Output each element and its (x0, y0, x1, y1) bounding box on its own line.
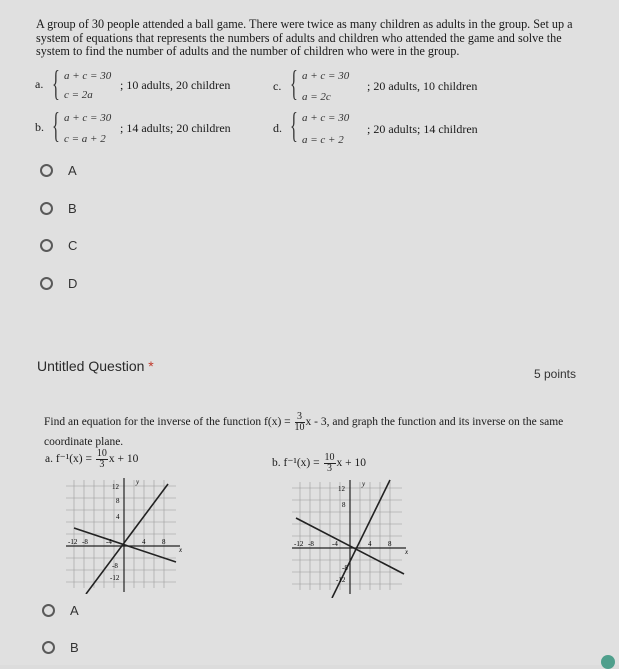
radio-option-b[interactable] (40, 201, 77, 216)
answer-choice-b (35, 105, 275, 148)
fraction-denominator: 10 (294, 422, 305, 433)
answer-choice-c (273, 63, 513, 106)
y-tick-label: 12 (112, 483, 119, 491)
brace-icon: { (290, 105, 298, 145)
fraction-denominator: 3 (327, 463, 332, 474)
y-tick-label: 4 (116, 513, 120, 521)
choice-suffix: x + 10 (336, 457, 366, 470)
question1-text: A group of 30 people attended a ball game. There were twice as many children as adults in the group. Set up a system of equations that represents the numbers of adults and children who attended the game and solve the system to find the number of adults and the number of children who were in the group. (36, 17, 573, 59)
y-tick-label: 8 (116, 497, 120, 505)
answer-letter: d. (273, 121, 282, 135)
y-tick-label: -12 (336, 576, 346, 584)
inverse-line (74, 528, 176, 562)
function-line (86, 484, 168, 594)
brace-icon: { (52, 63, 60, 103)
question2-title (37, 358, 154, 374)
radio-option-d[interactable] (40, 276, 77, 291)
equation-2: a = 2c (302, 91, 331, 103)
equation-2: c = a + 2 (64, 133, 106, 145)
x-tick-label: 4 (368, 540, 372, 548)
fraction (96, 449, 108, 470)
equation-2: c = 2a (64, 89, 93, 101)
x-tick-label: -8 (308, 540, 314, 548)
question-title-text: Untitled Question (37, 358, 145, 374)
equation-2: a = c + 2 (302, 134, 344, 146)
answer-description: ; 20 adults; 14 children (367, 122, 478, 136)
option-label: C (68, 238, 78, 253)
inverse-choice-b (272, 453, 366, 474)
y-axis-label: y (362, 480, 366, 488)
radio-circle[interactable] (40, 164, 53, 177)
x-tick-label: 8 (388, 540, 392, 548)
radio-option-a[interactable] (42, 603, 79, 618)
graph-a (66, 476, 194, 594)
radio-option-b[interactable] (42, 640, 79, 655)
fraction-numerator: 3 (295, 412, 305, 423)
fraction-numerator: 10 (96, 448, 107, 459)
y-tick-label: 8 (342, 501, 346, 509)
x-tick-label: -4 (106, 538, 112, 546)
answer-description: ; 10 adults, 20 children (120, 78, 231, 92)
choice-suffix: x + 10 (108, 453, 139, 466)
option-label: D (68, 276, 78, 291)
x-tick-label: -4 (332, 540, 338, 548)
equation-1: a + c = 30 (302, 70, 350, 82)
answer-description: ; 14 adults; 20 children (120, 121, 231, 135)
radio-circle[interactable] (40, 277, 53, 290)
prompt-part-2: x - 3, and graph the function and its inverse on the same coordinate plane. (44, 416, 564, 448)
answer-letter: c. (273, 79, 282, 93)
x-tick-label: -12 (68, 538, 78, 546)
radio-circle[interactable] (40, 202, 53, 215)
answer-letter: b. (35, 120, 44, 134)
answer-description: ; 20 adults, 10 children (367, 79, 478, 93)
choice-prefix: a. f⁻¹(x) = (45, 453, 92, 466)
brace-icon: { (290, 63, 298, 103)
inverse-choice-a (45, 449, 138, 470)
question2-text (44, 412, 584, 452)
y-tick-label: -8 (112, 562, 118, 570)
fraction (324, 453, 336, 474)
option-label: A (68, 163, 77, 178)
answer-letter: a. (35, 77, 44, 91)
x-tick-label: 4 (142, 538, 146, 546)
radio-option-a[interactable] (40, 163, 77, 178)
option-label: B (68, 201, 77, 216)
radio-circle[interactable] (40, 239, 53, 252)
brace-icon: { (52, 105, 60, 145)
option-label: A (70, 603, 79, 618)
radio-circle[interactable] (42, 641, 55, 654)
option-label: B (70, 640, 79, 655)
required-asterisk: * (148, 358, 154, 374)
x-axis-label: x (179, 546, 183, 554)
x-tick-label: -12 (294, 540, 304, 548)
radio-circle[interactable] (42, 604, 55, 617)
answer-choice-a (35, 63, 275, 106)
x-tick-label: 8 (162, 538, 166, 546)
fraction-denominator: 3 (99, 459, 105, 470)
y-tick-label: -8 (342, 564, 348, 572)
equation-1: a + c = 30 (64, 70, 112, 82)
y-axis-label: y (136, 478, 140, 486)
points-label: 5 points (533, 367, 576, 381)
prompt-part-1: Find an equation for the inverse of the function f(x) = (44, 416, 291, 429)
grid (292, 482, 402, 590)
fraction-numerator: 10 (324, 452, 335, 463)
fraction (295, 412, 305, 433)
equation-1: a + c = 30 (64, 112, 112, 124)
floating-action-button[interactable] (601, 655, 615, 669)
x-tick-label: -8 (82, 538, 88, 546)
answer-choice-d (273, 105, 513, 148)
graph-b (292, 478, 420, 598)
equation-1: a + c = 30 (302, 112, 350, 124)
y-tick-label: 12 (338, 485, 345, 493)
radio-option-c[interactable] (40, 238, 77, 253)
x-axis-label: x (405, 548, 409, 556)
choice-prefix: b. f⁻¹(x) = (272, 457, 320, 470)
y-tick-label: -12 (110, 574, 120, 582)
